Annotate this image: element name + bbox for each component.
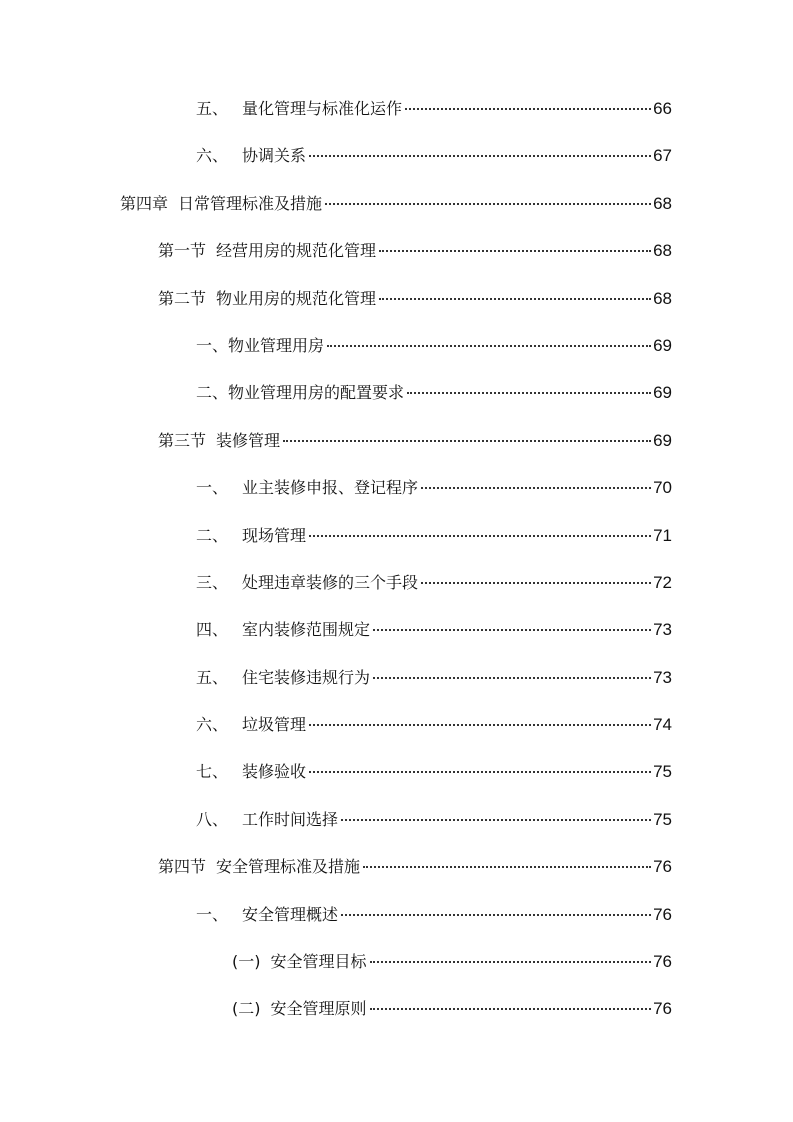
toc-entry-page: 74 <box>653 715 672 735</box>
toc-entry-title: 装修验收 <box>242 762 307 782</box>
toc-entry-number: 第四节 <box>158 857 207 877</box>
toc-entry-page: 68 <box>653 193 672 213</box>
toc-entry-title: 垃圾管理 <box>242 715 307 735</box>
toc-entry-title: 协调关系 <box>242 146 307 166</box>
toc-entry-title: 现场管理 <box>242 525 307 545</box>
dot-leader <box>309 155 651 157</box>
dot-leader <box>407 392 651 394</box>
toc-entry-page: 67 <box>653 146 672 166</box>
toc-entry-number: 第二节 <box>158 288 207 308</box>
toc-entry-title: 安全管理概述 <box>242 904 339 924</box>
toc-entry-number: 一、 <box>196 478 229 498</box>
toc-entry-number: 八、 <box>196 809 229 829</box>
toc-entry-page: 76 <box>653 952 672 972</box>
toc-entry-page: 73 <box>653 620 672 640</box>
toc-entry[interactable] <box>0 275 793 322</box>
toc-entry-title: 住宅装修违规行为 <box>242 667 371 687</box>
dot-leader <box>405 108 651 110</box>
toc-entry-title: 经营用房的规范化管理 <box>216 241 377 261</box>
toc-entry-number: 五、 <box>196 667 229 687</box>
toc-entry-number: 五、 <box>196 99 229 118</box>
toc-entry-title: 业主装修申报、登记程序 <box>242 478 419 498</box>
dot-leader <box>283 440 651 442</box>
toc-entry-title: 日常管理标准及措施 <box>178 193 323 213</box>
toc-entry[interactable] <box>0 132 793 179</box>
dot-leader <box>379 298 651 300</box>
dot-leader <box>373 677 651 679</box>
dot-leader <box>379 250 651 252</box>
toc-entry-title: 处理违章装修的三个手段 <box>242 572 419 592</box>
toc-entry-page: 71 <box>653 525 672 545</box>
toc-entry-number: 二、 <box>196 383 229 403</box>
toc-entry[interactable] <box>0 985 793 1032</box>
toc-entry-number: 第四章 <box>120 193 169 213</box>
toc-entry-title: 量化管理与标准化运作 <box>242 99 403 118</box>
dot-leader <box>341 914 651 916</box>
toc-entry[interactable] <box>0 938 793 985</box>
toc-entry[interactable] <box>0 701 793 748</box>
toc-entry-title: 物业管理用房的配置要求 <box>228 383 405 403</box>
toc-entry-title: 装修管理 <box>216 430 281 450</box>
dot-leader <box>421 487 651 489</box>
toc-entry-page: 76 <box>653 904 672 924</box>
toc-entry-title: 安全管理标准及措施 <box>216 857 361 877</box>
toc-entry-title: 工作时间选择 <box>242 809 339 829</box>
toc-entry-number: 一、 <box>196 904 229 924</box>
toc-entry-page: 68 <box>653 241 672 261</box>
toc-entry-number: (二) <box>232 999 261 1019</box>
toc-entry-title: 安全管理目标 <box>270 952 367 972</box>
toc-entry[interactable] <box>0 891 793 938</box>
toc-entry-page: 66 <box>653 99 672 118</box>
toc-entry-page: 76 <box>653 999 672 1019</box>
toc-entry-page: 69 <box>653 383 672 403</box>
toc-entry[interactable] <box>0 369 793 416</box>
toc-entry-number: 六、 <box>196 715 229 735</box>
toc-entry-number: 四、 <box>196 620 229 640</box>
dot-leader <box>327 345 651 347</box>
toc-entry-page: 69 <box>653 430 672 450</box>
toc-entry-title: 安全管理原则 <box>270 999 367 1019</box>
toc-entry[interactable] <box>0 843 793 890</box>
dot-leader <box>370 961 652 963</box>
toc-entry-page: 75 <box>653 762 672 782</box>
table-of-contents <box>0 85 793 1033</box>
dot-leader <box>341 819 651 821</box>
toc-entry[interactable] <box>0 417 793 464</box>
toc-entry-number: (一) <box>232 952 261 972</box>
toc-entry[interactable] <box>0 512 793 559</box>
toc-entry-number: 七、 <box>196 762 229 782</box>
dot-leader <box>325 203 651 205</box>
toc-entry[interactable] <box>0 559 793 606</box>
toc-entry-title: 室内装修范围规定 <box>242 620 371 640</box>
toc-entry[interactable] <box>0 322 793 369</box>
toc-entry-page: 72 <box>653 572 672 592</box>
toc-entry-page: 69 <box>653 335 672 355</box>
toc-entry-number: 第三节 <box>158 430 207 450</box>
toc-entry-page: 70 <box>653 478 672 498</box>
dot-leader <box>370 1008 652 1010</box>
dot-leader <box>373 629 651 631</box>
toc-entry-page: 75 <box>653 809 672 829</box>
toc-entry-page: 73 <box>653 667 672 687</box>
dot-leader <box>309 535 651 537</box>
toc-entry-page: 68 <box>653 288 672 308</box>
toc-entry[interactable] <box>0 606 793 653</box>
dot-leader <box>309 771 651 773</box>
toc-entry-number: 第一节 <box>158 241 207 261</box>
dot-leader <box>363 866 651 868</box>
toc-entry[interactable] <box>0 227 793 274</box>
toc-entry[interactable] <box>0 796 793 843</box>
toc-entry-number: 二、 <box>196 525 229 545</box>
toc-entry-page: 76 <box>653 857 672 877</box>
toc-entry-number: 三、 <box>196 572 229 592</box>
toc-entry-title: 物业管理用房 <box>228 335 325 355</box>
dot-leader <box>309 724 651 726</box>
toc-entry[interactable] <box>0 654 793 701</box>
toc-entry-title: 物业用房的规范化管理 <box>216 288 377 308</box>
toc-entry-number: 六、 <box>196 146 229 166</box>
toc-entry[interactable] <box>0 748 793 795</box>
dot-leader <box>421 582 651 584</box>
toc-entry[interactable] <box>0 464 793 511</box>
toc-entry[interactable] <box>0 180 793 227</box>
toc-entry[interactable] <box>0 85 793 132</box>
toc-entry-number: 一、 <box>196 335 229 355</box>
